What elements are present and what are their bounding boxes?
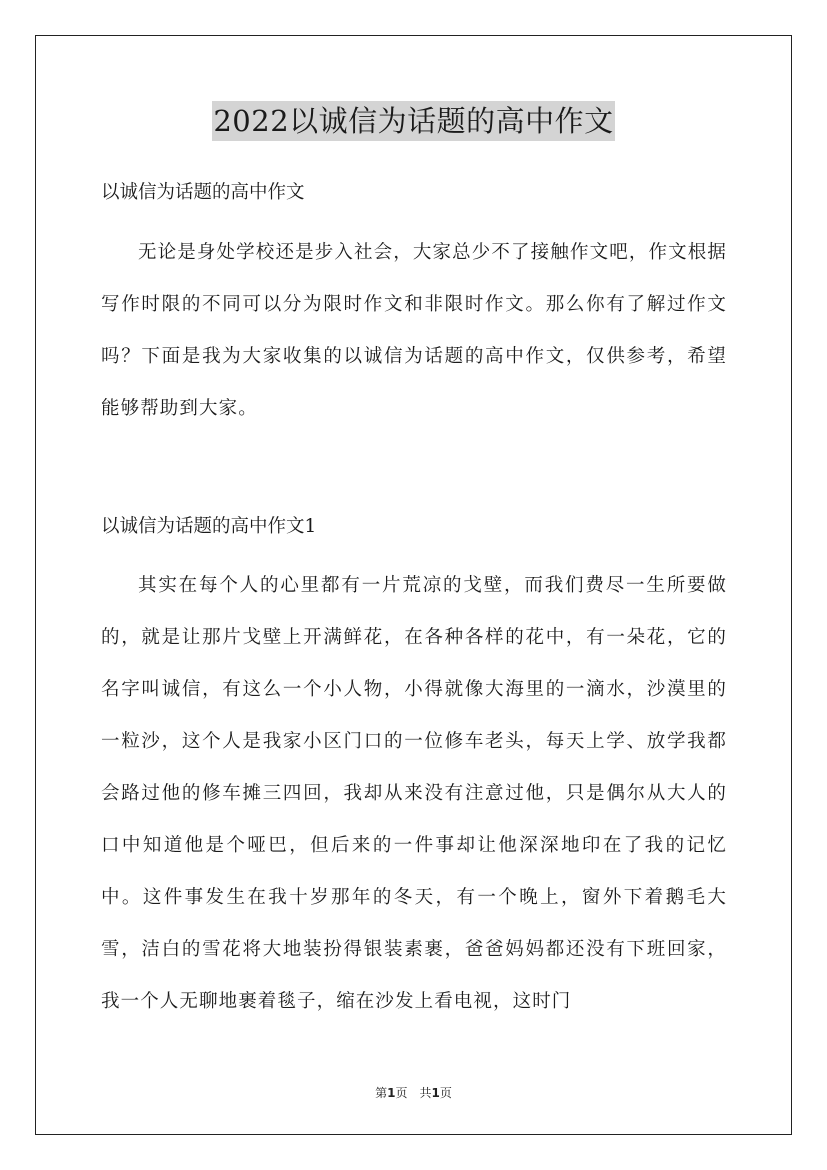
section-subheading-intro: 以诚信为话题的高中作文 [101,182,305,203]
page-total-prefix: 共 [419,1086,432,1100]
intro-paragraph: 无论是身处学校还是步入社会，大家总少不了接触作文吧，作文根据写作时限的不同可以分为限时作文和非限时作文。那么你有了解过作文吗？下面是我为大家收集的以诚信为话题的高中作文，仅供参考，希望能够帮助到大家。 [101,242,727,419]
title-container [0,101,827,141]
document-body [101,178,727,1028]
page-total-suffix: 页 [439,1086,452,1100]
page-number-prefix: 第 [375,1086,388,1100]
page-number-suffix: 页 [395,1086,408,1100]
essay-paragraph: 其实在每个人的心里都有一片荒凉的戈壁，而我们费尽一生所要做的，就是让那片戈壁上开满鲜花，在各种各样的花中，有一朵花，它的名字叫诚信，有这么一个小人物，小得就像大海里的一滴水，沙漠里的一粒沙，这个人是我家小区门口的一位修车老头，每天上学、放学我都会路过他的修车摊三四回，我却从来没有注意过他，只是偶尔从大人的口中知道他是个哑巴，但后来的一件事却让他深深地印在了我的记忆中。这件事发生在我十岁那年的冬天，有一个晚上，窗外下着鹅毛大雪，洁白的雪花将大地装扮得银装素裹，爸爸妈妈都还没有下班回家，我一个人无聊地裹着毯子，缩在沙发上看电视，这时门 [101,575,727,1012]
section-subheading-essay-1: 以诚信为话题的高中作文1 [101,516,317,537]
page-total-count: 1 [431,1086,440,1100]
page-number-current: 1 [387,1086,396,1100]
document-title: 2022以诚信为话题的高中作文 [212,101,614,141]
page-footer [0,1084,827,1101]
